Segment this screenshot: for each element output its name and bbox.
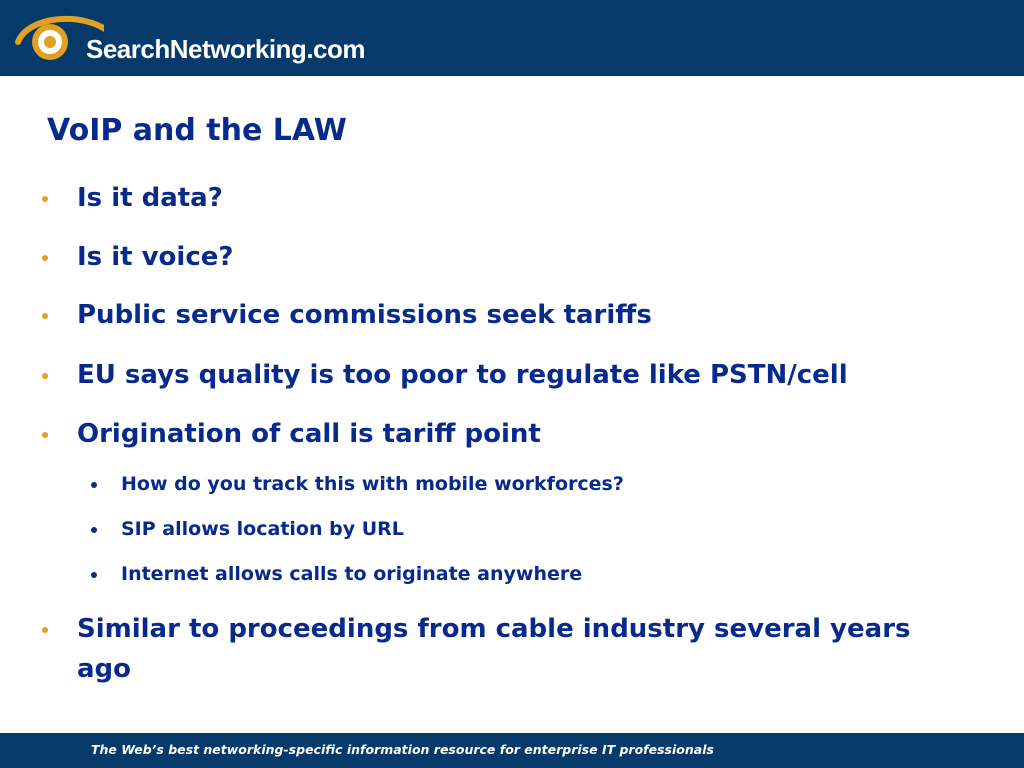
bullet-item xyxy=(77,237,977,277)
logo-text-search: Search xyxy=(86,34,170,64)
bullet-item xyxy=(77,609,947,689)
bullet-dot-icon xyxy=(42,432,48,438)
sub-bullet-item xyxy=(121,515,981,543)
bullet-dot-icon xyxy=(42,196,48,202)
bullet-item xyxy=(77,295,977,335)
bullet-text: Is it data? xyxy=(77,183,223,213)
bullet-text: Public service commissions seek tariffs xyxy=(77,300,652,330)
sub-bullet-dot-icon xyxy=(91,572,97,578)
sub-bullet-item xyxy=(121,470,981,498)
footer-bar xyxy=(0,733,1024,768)
bullet-dot-icon xyxy=(42,313,48,319)
sub-bullet-text: SIP allows location by URL xyxy=(121,518,404,540)
logo-text-networking: Networking xyxy=(169,34,307,64)
bullet-item xyxy=(77,178,977,218)
sub-bullet-text: How do you track this with mobile workforces? xyxy=(121,473,624,495)
bullet-item xyxy=(77,414,977,454)
sub-bullet-item xyxy=(121,560,981,588)
bullet-dot-icon xyxy=(42,627,48,633)
sub-bullet-dot-icon xyxy=(91,482,97,488)
bullet-dot-icon xyxy=(42,255,48,261)
sub-bullet-dot-icon xyxy=(91,527,97,533)
sub-bullet-text: Internet allows calls to originate anywhere xyxy=(121,563,583,585)
bullet-dot-icon xyxy=(42,373,48,379)
bullet-text: Similar to proceedings from cable industry several years ago xyxy=(77,614,911,684)
bullet-text: Origination of call is tariff point xyxy=(77,419,541,449)
bullet-text: Is it voice? xyxy=(77,242,234,272)
footer-tagline: The Web’s best networking-specific information resource for enterprise IT professionals xyxy=(91,742,714,757)
bullet-text: EU says quality is too poor to regulate like PSTN/cell xyxy=(77,360,848,390)
bullet-item xyxy=(77,355,977,395)
slide-title: VoIP and the LAW xyxy=(47,113,347,148)
logo-text-domain: .com xyxy=(306,34,365,64)
